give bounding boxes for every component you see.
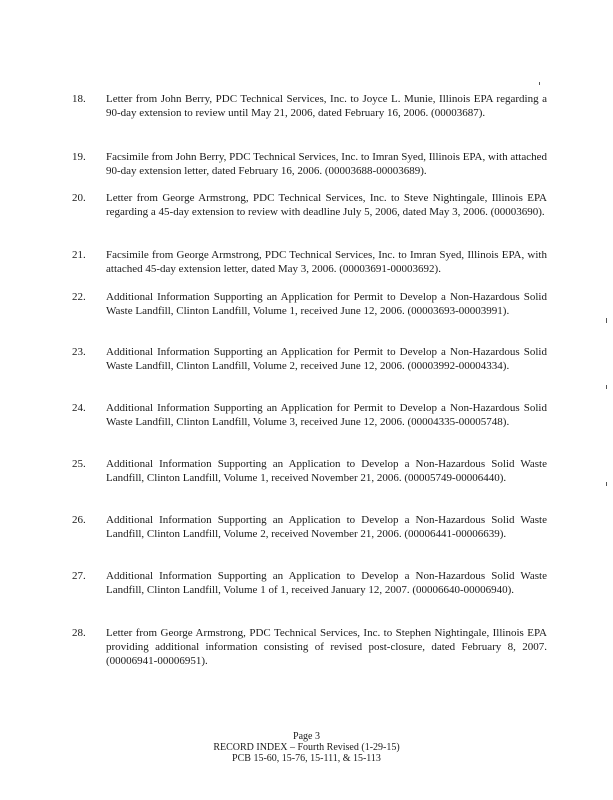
entry-number: 25. [72, 458, 86, 470]
record-entry-20 [72, 191, 547, 219]
case-numbers: PCB 15-60, 15-76, 15-111, & 15-113 [232, 753, 381, 764]
entry-number: 19. [72, 151, 86, 163]
entry-text: Additional Information Supporting an Application to Develop a Non-Hazardous Solid Waste Landfill, Clinton Landfill, Volume 1 of 1, received January 12, 2007. (00006640-00006940). [106, 570, 547, 596]
entry-number: 20. [72, 192, 86, 204]
entry-text: Additional Information Supporting an Application to Develop a Non-Hazardous Solid Waste Landfill, Clinton Landfill, Volume 2, received November 21, 2006. (00006441-00006639). [106, 514, 547, 540]
scan-artifact [606, 318, 607, 323]
record-entry-19 [72, 150, 547, 178]
entry-text: Additional Information Supporting an Application for Permit to Develop a Non-Hazardous Solid Waste Landfill, Clinton Landfill, Volume 1, received June 12, 2006. (00003693-00003991). [106, 291, 547, 317]
scan-artifact [539, 82, 540, 85]
entry-text: Additional Information Supporting an Application for Permit to Develop a Non-Hazardous Solid Waste Landfill, Clinton Landfill, Volume 3, received June 12, 2006. (00004335-00005748). [106, 402, 547, 428]
page-number: Page 3 [293, 731, 320, 742]
entry-text: Facsimile from John Berry, PDC Technical Services, Inc. to Imran Syed, Illinois EPA, with attached 90-day extension letter, dated February 16, 2006. (00003688-00003689). [106, 151, 547, 177]
page-footer [0, 731, 613, 764]
record-entry-24 [72, 401, 547, 429]
entry-number: 22. [72, 291, 86, 303]
entry-number: 23. [72, 346, 86, 358]
record-entry-28 [72, 626, 547, 668]
record-entry-23 [72, 345, 547, 373]
entry-number: 18. [72, 93, 86, 105]
entry-text: Facsimile from George Armstrong, PDC Technical Services, Inc. to Imran Syed, Illinois EPA, with attached 45-day extension letter, dated May 3, 2006. (00003691-00003692). [106, 249, 547, 275]
record-entry-21 [72, 248, 547, 276]
record-entry-25 [72, 457, 547, 485]
record-entry-26 [72, 513, 547, 541]
entry-number: 26. [72, 514, 86, 526]
entry-text: Letter from George Armstrong, PDC Technical Services, Inc. to Steve Nightingale, Illinois EPA regarding a 45-day extension to review with deadline July 5, 2006, dated May 3, 2006. (00003690). [106, 192, 547, 218]
entry-text: Letter from George Armstrong, PDC Technical Services, Inc. to Stephen Nightingale, Illinois EPA providing additional information consisting of revised post-closure, dated February 8, 2007. (00006941-00006951). [106, 627, 547, 667]
entry-number: 27. [72, 570, 86, 582]
entry-number: 28. [72, 627, 86, 639]
record-entry-27 [72, 569, 547, 597]
scan-artifact [606, 385, 607, 389]
entry-text: Letter from John Berry, PDC Technical Services, Inc. to Joyce L. Munie, Illinois EPA regarding a 90-day extension to review until May 21, 2006, dated February 16, 2006. (00003687). [106, 93, 547, 119]
entry-number: 21. [72, 249, 86, 261]
index-title: RECORD INDEX – Fourth Revised (1-29-15) [213, 742, 400, 753]
scan-artifact [606, 482, 607, 486]
entry-number: 24. [72, 402, 86, 414]
record-entry-18 [72, 92, 547, 120]
record-entry-22 [72, 290, 547, 318]
entry-text: Additional Information Supporting an Application for Permit to Develop a Non-Hazardous Solid Waste Landfill, Clinton Landfill, Volume 2, received June 12, 2006. (00003992-00004334). [106, 346, 547, 372]
entry-text: Additional Information Supporting an Application to Develop a Non-Hazardous Solid Waste Landfill, Clinton Landfill, Volume 1, received November 21, 2006. (00005749-00006440). [106, 458, 547, 484]
